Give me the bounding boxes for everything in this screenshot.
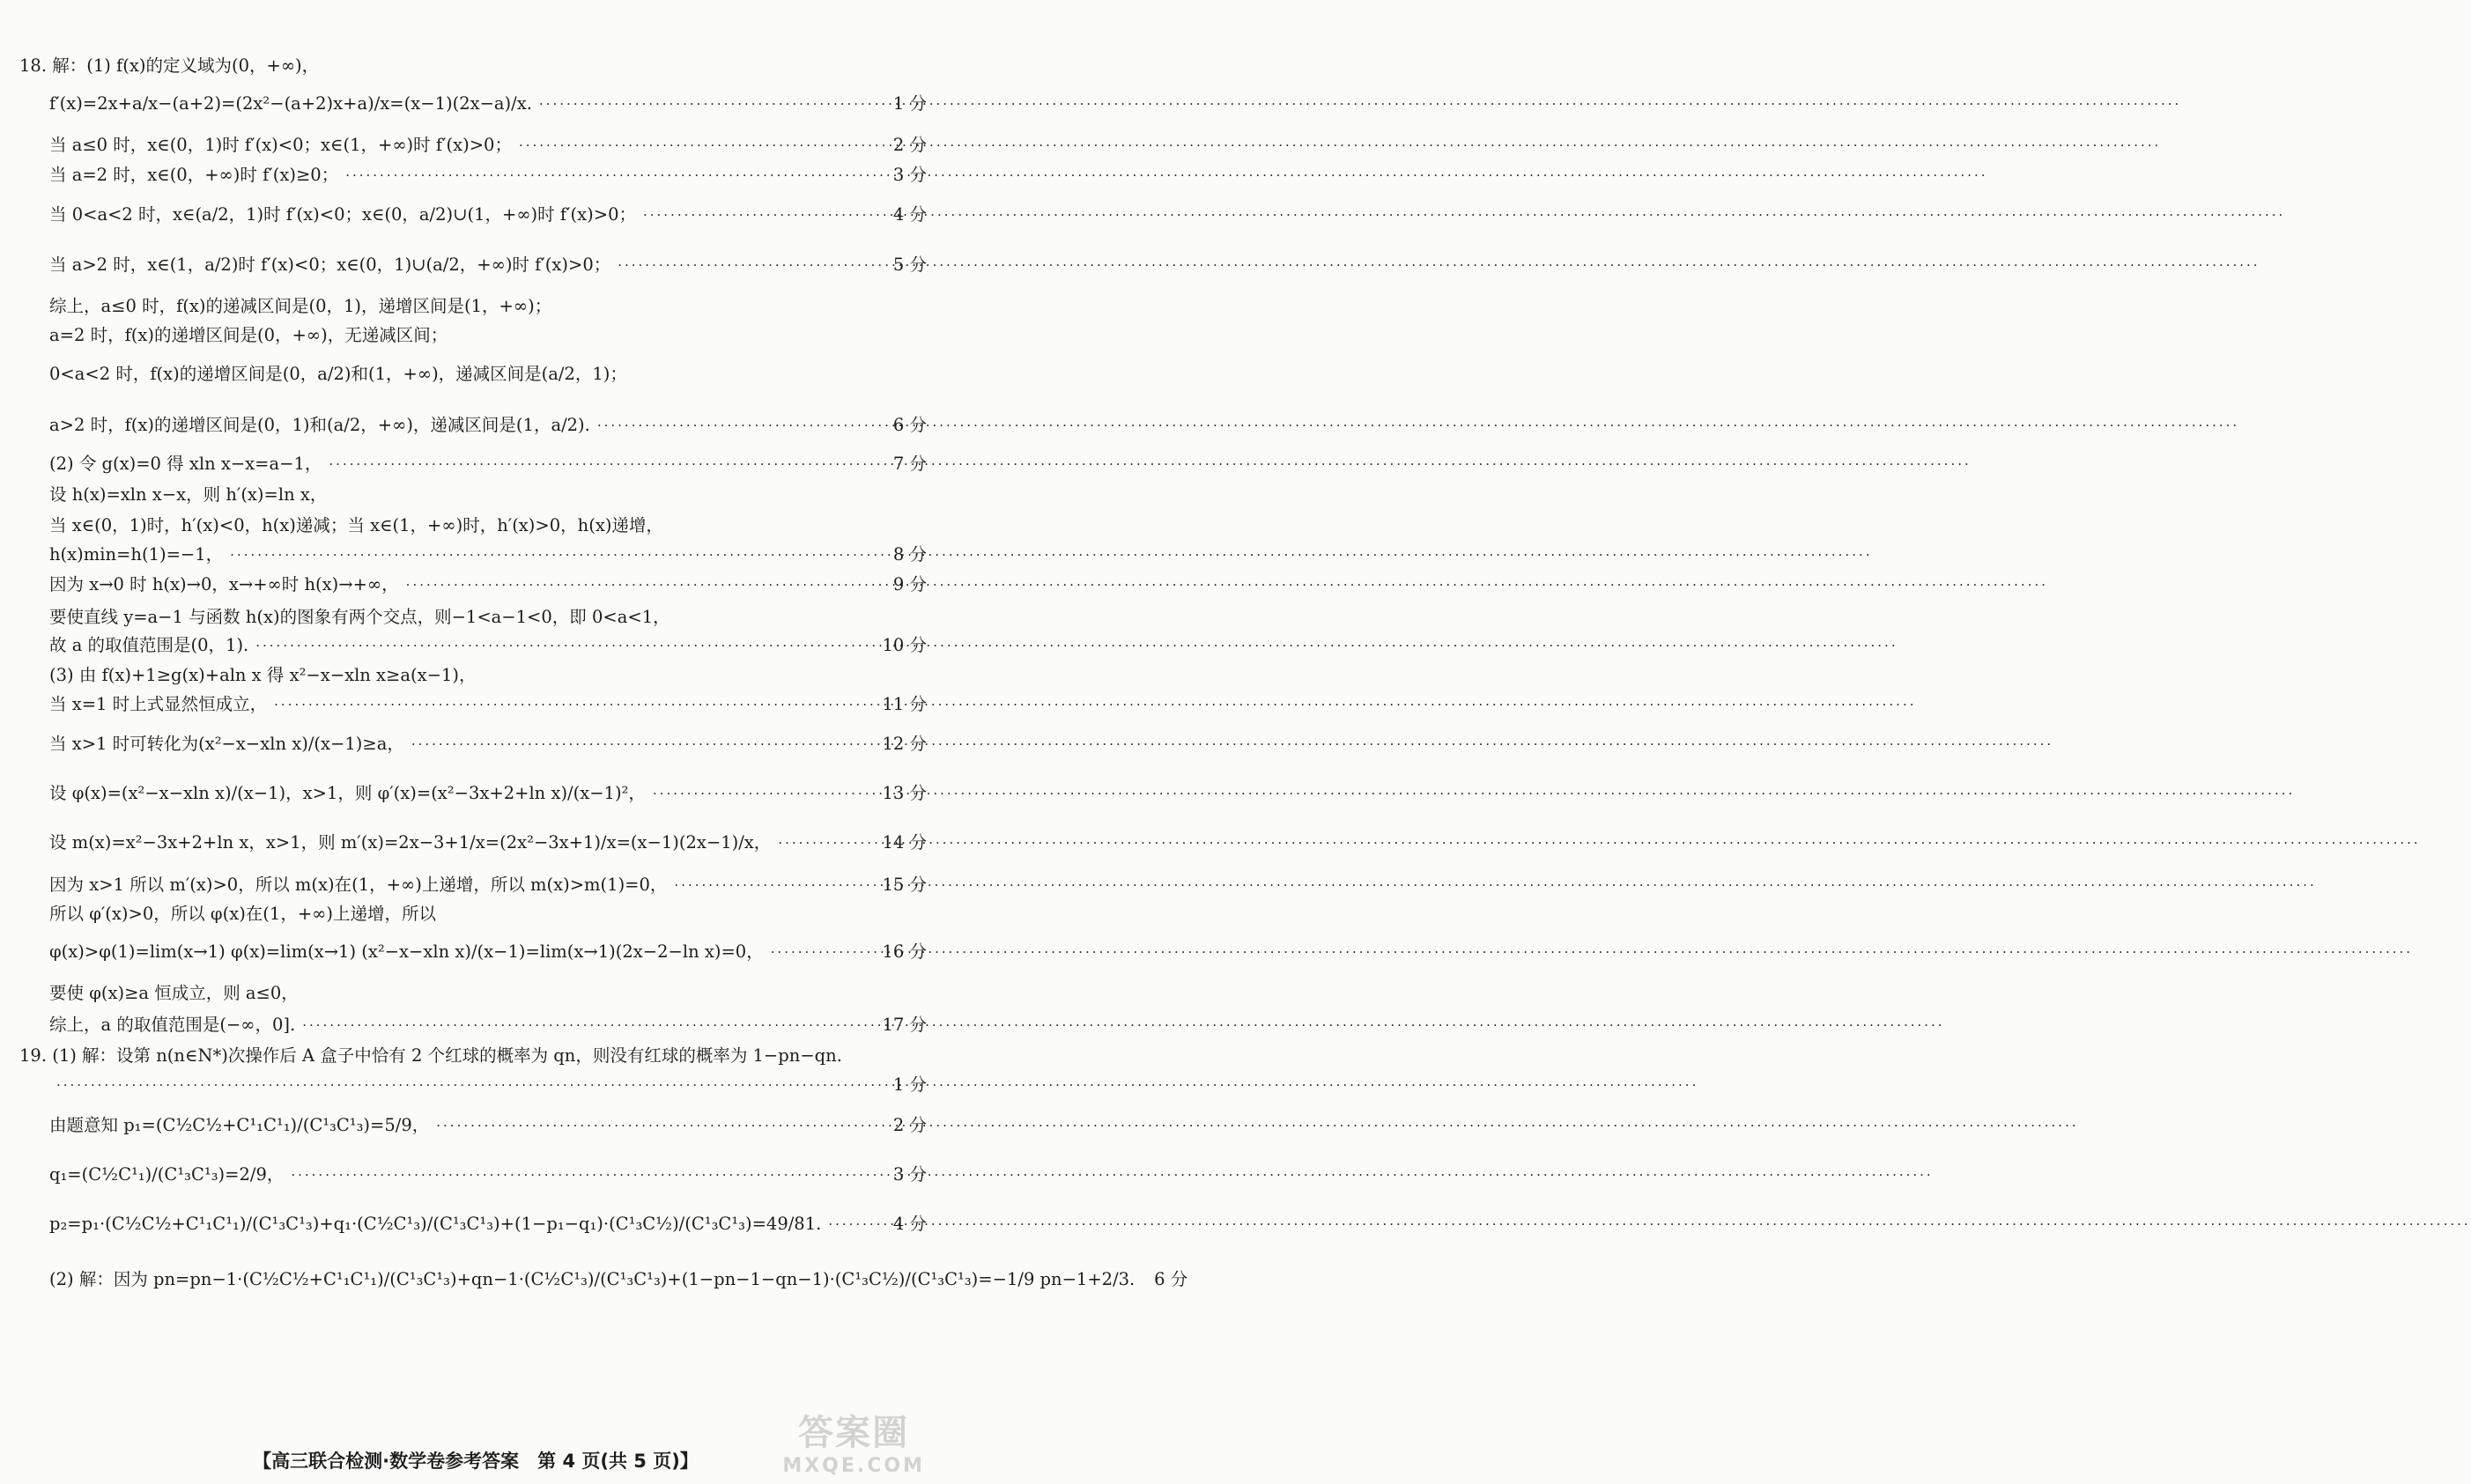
dot-leader — [771, 941, 876, 963]
answer-line — [49, 874, 927, 897]
answer-line — [49, 606, 927, 629]
points-label: 16 分 — [882, 941, 927, 962]
points-label: 5 分 — [892, 255, 927, 275]
answer-line — [49, 982, 927, 1005]
points-label: 2 分 — [892, 135, 927, 155]
answer-line — [19, 55, 927, 78]
answer-line — [49, 514, 927, 537]
dot-leader — [302, 1014, 875, 1037]
points-label: 3 分 — [892, 1164, 927, 1185]
dot-leader — [778, 831, 875, 854]
answer-line — [19, 1045, 927, 1067]
answer-line — [49, 693, 927, 716]
points-label: 14 分 — [882, 832, 927, 853]
answer-line — [49, 634, 927, 657]
points-label: 17 分 — [882, 1015, 927, 1035]
points-label: 4 分 — [892, 1214, 927, 1234]
line-text: 故 a 的取值范围是(0，1). — [49, 635, 249, 655]
points-label: 10 分 — [882, 635, 927, 655]
line-text: p₂=p₁·(C½C½+C¹₁C¹₁)/(C¹₃C¹₃)+q₁·(C½C¹₃)/(C¹₃C¹₃)+(1−p₁−q₁)·(C¹₃C½)/(C¹₃C¹₃)=49/81. — [49, 1214, 822, 1234]
line-text: 当 x>1 时可转化为(x²−x−xln x)/(x−1)≥a， — [49, 734, 404, 754]
answer-page — [0, 0, 1188, 1484]
dot-leader — [643, 203, 881, 226]
answer-line — [49, 573, 927, 596]
line-text: 0<a<2 时，f(x)的递增区间是(0，a/2)和(1，+∞)，递减区间是(a/2，1)； — [49, 364, 627, 384]
dot-leader — [255, 634, 875, 657]
points-label: 13 分 — [882, 783, 927, 803]
watermark-url: MXQE.COM — [782, 1455, 925, 1477]
dot-leader — [828, 1213, 881, 1236]
line-text: 综上，a 的取值范围是(−∞，0]. — [49, 1015, 296, 1035]
points-label: 11 分 — [882, 694, 927, 714]
line-text: 因为 x>1 所以 m′(x)>0，所以 m(x)在(1，+∞)上递增，所以 m(x)>m(1)=0， — [49, 875, 668, 895]
answer-line — [49, 831, 927, 854]
line-text: 当 x∈(0，1)时，h′(x)<0，h(x)递减；当 x∈(1，+∞)时，h′(x)>0，h(x)递增， — [49, 515, 663, 535]
dot-leader — [539, 92, 881, 115]
line-text: a=2 时，f(x)的递增区间是(0，+∞)，无递减区间； — [49, 325, 448, 345]
line-text: 要使 φ(x)≥a 恒成立，则 a≤0， — [49, 983, 299, 1003]
line-text: 设 m(x)=x²−3x+2+ln x，x>1，则 m′(x)=2x−3+1/x=(2x²−3x+1)/x=(x−1)(2x−1)/x， — [49, 832, 772, 853]
dot-leader — [230, 543, 881, 566]
line-text: (2) 解：因为 pn=pn−1·(C½C½+C¹₁C¹₁)/(C¹₃C¹₃)+qn−1·(C½C¹₃)/(C¹₃C¹₃)+(1−pn−1−qn−1)·(C¹₃C½)/(C¹₃C¹₃)=−1/9 pn−1+2/3. — [49, 1269, 1136, 1289]
answer-line — [49, 295, 927, 318]
line-text: (2) 令 g(x)=0 得 xln x−x=a−1， — [49, 454, 322, 474]
answer-line — [49, 203, 927, 226]
answer-line — [49, 1268, 1188, 1291]
points-label: 1 分 — [892, 1074, 927, 1095]
answer-line — [49, 254, 927, 277]
line-text: 18. 解：(1) f(x)的定义域为(0，+∞)， — [19, 55, 320, 76]
points-label: 6 分 — [892, 415, 927, 435]
answer-line — [49, 164, 927, 187]
answer-line — [49, 1014, 927, 1037]
answer-line — [49, 414, 927, 437]
line-text: q₁=(C½C¹₁)/(C¹₃C¹₃)=2/9， — [49, 1164, 285, 1185]
line-text: 当 0<a<2 时，x∈(a/2，1)时 f′(x)<0；x∈(0，a/2)∪(1，+∞)时 f′(x)>0； — [49, 204, 636, 225]
line-text: h(x)min=h(1)=−1， — [49, 544, 224, 565]
points-label: 12 分 — [882, 734, 927, 754]
watermark — [782, 1405, 925, 1477]
line-text: 因为 x→0 时 h(x)→0，x→+∞时 h(x)→+∞， — [49, 574, 399, 594]
dot-leader — [56, 1074, 881, 1096]
answer-line — [49, 324, 927, 347]
line-text: 当 a≤0 时，x∈(0，1)时 f′(x)<0；x∈(1，+∞)时 f′(x)>0； — [49, 135, 512, 155]
dot-leader — [653, 782, 876, 805]
line-text: 由题意知 p₁=(C½C½+C¹₁C¹₁)/(C¹₃C¹₃)=5/9， — [49, 1115, 430, 1135]
answer-line — [49, 1163, 927, 1186]
answer-line — [49, 484, 927, 506]
answer-line — [49, 453, 927, 476]
answer-line — [49, 1074, 927, 1096]
line-text: 当 a=2 时，x∈(0，+∞)时 f′(x)≥0； — [49, 165, 339, 185]
line-text: 19. (1) 解：设第 n(n∈N*)次操作后 A 盒子中恰有 2 个红球的概率为 qn，则没有红球的概率为 1−pn−qn. — [19, 1045, 842, 1066]
line-text: 设 φ(x)=(x²−x−xln x)/(x−1)，x>1，则 φ′(x)=(x²−3x+2+ln x)/(x−1)²， — [49, 783, 646, 803]
dot-leader — [597, 414, 881, 437]
answer-line — [49, 941, 927, 963]
line-text: 当 a>2 时，x∈(1，a/2)时 f′(x)<0；x∈(0，1)∪(a/2，+∞)时 f′(x)>0； — [49, 255, 611, 275]
answer-line — [49, 903, 927, 926]
dot-leader — [411, 733, 876, 756]
dot-leader — [291, 1163, 881, 1186]
watermark-logo: 答案圈 — [798, 1413, 910, 1453]
line-text: f′(x)=2x+a/x−(a+2)=(2x²−(a+2)x+a)/x=(x−1)(2x−a)/x. — [49, 93, 532, 114]
answer-line — [49, 782, 927, 805]
line-text: 要使直线 y=a−1 与函数 h(x)的图象有两个交点，则−1<a−1<0，即 0<a<1， — [49, 607, 670, 627]
points-label: 9 分 — [892, 574, 927, 594]
page-footer: 【高三联合检测·数学卷参考答案 第 4 页(共 5 页)】 — [253, 1451, 699, 1472]
dot-leader — [329, 453, 881, 476]
answer-line — [49, 363, 927, 386]
dot-leader — [274, 693, 875, 716]
points-label: 7 分 — [892, 454, 927, 474]
points-label: 2 分 — [892, 1115, 927, 1135]
dot-leader — [674, 874, 875, 897]
line-text: a>2 时，f(x)的递增区间是(0，1)和(a/2，+∞)，递减区间是(1，a/2). — [49, 415, 590, 435]
points-label: 15 分 — [882, 875, 927, 895]
line-text: 所以 φ′(x)>0，所以 φ(x)在(1，+∞)上递增，所以 — [49, 904, 437, 924]
points-label: 8 分 — [892, 544, 927, 565]
line-text: (3) 由 f(x)+1≥g(x)+aln x 得 x²−x−xln x≥a(x−1)， — [49, 665, 477, 685]
line-text: 综上，a≤0 时，f(x)的递减区间是(0，1)，递增区间是(1，+∞)； — [49, 296, 552, 316]
answer-line — [49, 733, 927, 756]
answer-line — [49, 543, 927, 566]
points-label: 4 分 — [892, 204, 927, 225]
dot-leader — [345, 164, 881, 187]
answer-line — [49, 1114, 927, 1137]
answer-line — [49, 664, 927, 687]
answer-line — [49, 1213, 927, 1236]
dot-leader — [436, 1114, 881, 1137]
points-label: 6 分 — [1154, 1269, 1188, 1289]
line-text: 设 h(x)=xln x−x，则 h′(x)=ln x， — [49, 484, 328, 505]
line-text: 当 x=1 时上式显然恒成立， — [49, 694, 268, 714]
answer-line — [49, 92, 927, 115]
dot-leader — [618, 254, 881, 277]
answer-line — [49, 134, 927, 157]
dot-leader — [406, 573, 881, 596]
dot-leader — [519, 134, 881, 157]
line-text: φ(x)>φ(1)=lim(x→1) φ(x)=lim(x→1) (x²−x−xln x)/(x−1)=lim(x→1)(2x−2−ln x)=0， — [49, 941, 764, 962]
points-label: 1 分 — [892, 93, 927, 114]
points-label: 3 分 — [892, 165, 927, 185]
